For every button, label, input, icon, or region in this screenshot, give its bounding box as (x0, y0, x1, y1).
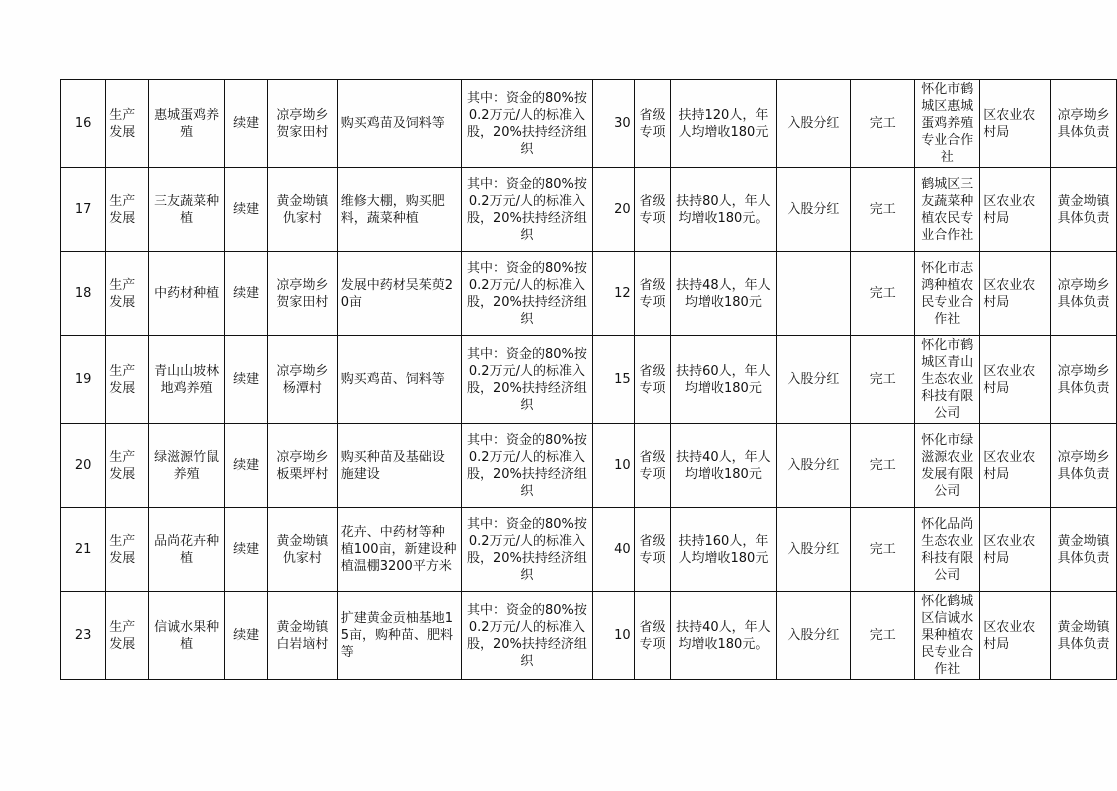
cell-project-name: 信诚水果种植 (148, 592, 225, 680)
cell-category: 生产发展 (106, 592, 148, 680)
table-body (61, 80, 1117, 680)
cell-benefit: 扶持160人，年人均增收180元 (671, 508, 776, 592)
cell-responsible-unit: 凉亭坳乡具体负责 (1050, 424, 1116, 508)
cell-status: 完工 (851, 592, 915, 680)
cell-fund-note: 其中：资金的80%按0.2万元/人的标准入股，20%扶持经济组织 (461, 80, 593, 168)
cell-responsible-unit: 凉亭坳乡具体负责 (1050, 336, 1116, 424)
cell-benefit: 扶持40人，年人均增收180元。 (671, 592, 776, 680)
cell-category: 生产发展 (106, 80, 148, 168)
cell-construction-type: 续建 (225, 592, 267, 680)
cell-supervising-unit: 区农业农村局 (980, 80, 1051, 168)
cell-fund-note: 其中：资金的80%按0.2万元/人的标准入股，20%扶持经济组织 (461, 508, 593, 592)
cell-fund-source: 省级专项 (634, 336, 671, 424)
cell-fund-note: 其中：资金的80%按0.2万元/人的标准入股，20%扶持经济组织 (461, 252, 593, 336)
cell-row-number: 18 (61, 252, 106, 336)
cell-implementing-entity: 怀化品尚生态农业科技有限公司 (915, 508, 980, 592)
cell-amount: 10 (593, 424, 634, 508)
cell-benefit-mode: 入股分红 (776, 592, 851, 680)
cell-location: 凉亭坳乡贺家田村 (267, 80, 337, 168)
table-row (61, 424, 1117, 508)
cell-supervising-unit: 区农业农村局 (980, 252, 1051, 336)
cell-supervising-unit: 区农业农村局 (980, 336, 1051, 424)
cell-construction-content: 花卉、中药材等种植100亩，新建设种植温棚3200平方米 (337, 508, 461, 592)
cell-responsible-unit: 凉亭坳乡具体负责 (1050, 252, 1116, 336)
cell-fund-source: 省级专项 (634, 508, 671, 592)
cell-construction-type: 续建 (225, 424, 267, 508)
cell-fund-source: 省级专项 (634, 252, 671, 336)
cell-benefit-mode: 入股分红 (776, 168, 851, 252)
cell-location: 凉亭坳乡板栗坪村 (267, 424, 337, 508)
project-table (60, 79, 1117, 680)
cell-supervising-unit: 区农业农村局 (980, 592, 1051, 680)
cell-construction-content: 购买鸡苗及饲料等 (337, 80, 461, 168)
cell-category: 生产发展 (106, 424, 148, 508)
cell-location: 凉亭坳乡杨潭村 (267, 336, 337, 424)
table-row (61, 508, 1117, 592)
cell-location: 黄金坳镇仇家村 (267, 508, 337, 592)
table-row (61, 592, 1117, 680)
cell-construction-content: 扩建黄金贡柚基地15亩，购种苗、肥料等 (337, 592, 461, 680)
cell-fund-note: 其中：资金的80%按0.2万元/人的标准入股，20%扶持经济组织 (461, 592, 593, 680)
table-row (61, 336, 1117, 424)
cell-benefit: 扶持60人，年人均增收180元 (671, 336, 776, 424)
cell-fund-source: 省级专项 (634, 592, 671, 680)
cell-row-number: 17 (61, 168, 106, 252)
cell-responsible-unit: 凉亭坳乡具体负责 (1050, 80, 1116, 168)
cell-fund-note: 其中：资金的80%按0.2万元/人的标准入股，20%扶持经济组织 (461, 424, 593, 508)
cell-status: 完工 (851, 424, 915, 508)
cell-amount: 30 (593, 80, 634, 168)
cell-status: 完工 (851, 336, 915, 424)
cell-responsible-unit: 黄金坳镇具体负责 (1050, 508, 1116, 592)
cell-category: 生产发展 (106, 508, 148, 592)
cell-construction-content: 发展中药材吴茱萸20亩 (337, 252, 461, 336)
cell-construction-content: 购买鸡苗、饲料等 (337, 336, 461, 424)
cell-implementing-entity: 怀化市绿滋源农业发展有限公司 (915, 424, 980, 508)
table-row (61, 80, 1117, 168)
cell-implementing-entity: 怀化鹤城区信诚水果种植农民专业合作社 (915, 592, 980, 680)
cell-status: 完工 (851, 80, 915, 168)
cell-location: 黄金坳镇仇家村 (267, 168, 337, 252)
table-row (61, 168, 1117, 252)
cell-implementing-entity: 怀化市志鸿种植农民专业合作社 (915, 252, 980, 336)
cell-fund-note: 其中：资金的80%按0.2万元/人的标准入股，20%扶持经济组织 (461, 168, 593, 252)
cell-row-number: 20 (61, 424, 106, 508)
cell-location: 黄金坳镇白岩垴村 (267, 592, 337, 680)
cell-fund-source: 省级专项 (634, 424, 671, 508)
cell-amount: 20 (593, 168, 634, 252)
cell-row-number: 16 (61, 80, 106, 168)
cell-category: 生产发展 (106, 168, 148, 252)
cell-benefit: 扶持48人，年人均增收180元 (671, 252, 776, 336)
cell-location: 凉亭坳乡贺家田村 (267, 252, 337, 336)
cell-amount: 10 (593, 592, 634, 680)
cell-amount: 15 (593, 336, 634, 424)
cell-row-number: 21 (61, 508, 106, 592)
cell-construction-type: 续建 (225, 168, 267, 252)
cell-supervising-unit: 区农业农村局 (980, 508, 1051, 592)
cell-construction-type: 续建 (225, 336, 267, 424)
cell-responsible-unit: 黄金坳镇具体负责 (1050, 168, 1116, 252)
cell-project-name: 绿滋源竹鼠养殖 (148, 424, 225, 508)
cell-project-name: 品尚花卉种植 (148, 508, 225, 592)
cell-row-number: 19 (61, 336, 106, 424)
cell-benefit: 扶持80人，年人均增收180元。 (671, 168, 776, 252)
cell-benefit: 扶持120人，年人均增收180元 (671, 80, 776, 168)
cell-supervising-unit: 区农业农村局 (980, 424, 1051, 508)
cell-fund-source: 省级专项 (634, 80, 671, 168)
cell-construction-type: 续建 (225, 508, 267, 592)
cell-category: 生产发展 (106, 336, 148, 424)
cell-construction-type: 续建 (225, 80, 267, 168)
cell-row-number: 23 (61, 592, 106, 680)
cell-project-name: 三友蔬菜种植 (148, 168, 225, 252)
table-row (61, 252, 1117, 336)
cell-benefit-mode (776, 252, 851, 336)
cell-implementing-entity: 鹤城区三友蔬菜种植农民专业合作社 (915, 168, 980, 252)
cell-status: 完工 (851, 252, 915, 336)
cell-amount: 12 (593, 252, 634, 336)
cell-construction-content: 维修大棚，购买肥料，蔬菜种植 (337, 168, 461, 252)
cell-implementing-entity: 怀化市鹤城区青山生态农业科技有限公司 (915, 336, 980, 424)
cell-benefit-mode: 入股分红 (776, 336, 851, 424)
cell-status: 完工 (851, 508, 915, 592)
cell-amount: 40 (593, 508, 634, 592)
cell-benefit-mode: 入股分红 (776, 508, 851, 592)
cell-fund-source: 省级专项 (634, 168, 671, 252)
cell-supervising-unit: 区农业农村局 (980, 168, 1051, 252)
cell-project-name: 中药材种植 (148, 252, 225, 336)
cell-benefit-mode: 入股分红 (776, 424, 851, 508)
cell-project-name: 青山山坡林地鸡养殖 (148, 336, 225, 424)
cell-responsible-unit: 黄金坳镇具体负责 (1050, 592, 1116, 680)
cell-implementing-entity: 怀化市鹤城区惠城蛋鸡养殖专业合作社 (915, 80, 980, 168)
cell-benefit: 扶持40人，年人均增收180元 (671, 424, 776, 508)
cell-project-name: 惠城蛋鸡养殖 (148, 80, 225, 168)
cell-status: 完工 (851, 168, 915, 252)
cell-construction-type: 续建 (225, 252, 267, 336)
cell-fund-note: 其中：资金的80%按0.2万元/人的标准入股，20%扶持经济组织 (461, 336, 593, 424)
cell-category: 生产发展 (106, 252, 148, 336)
cell-benefit-mode: 入股分红 (776, 80, 851, 168)
cell-construction-content: 购买种苗及基础设施建设 (337, 424, 461, 508)
